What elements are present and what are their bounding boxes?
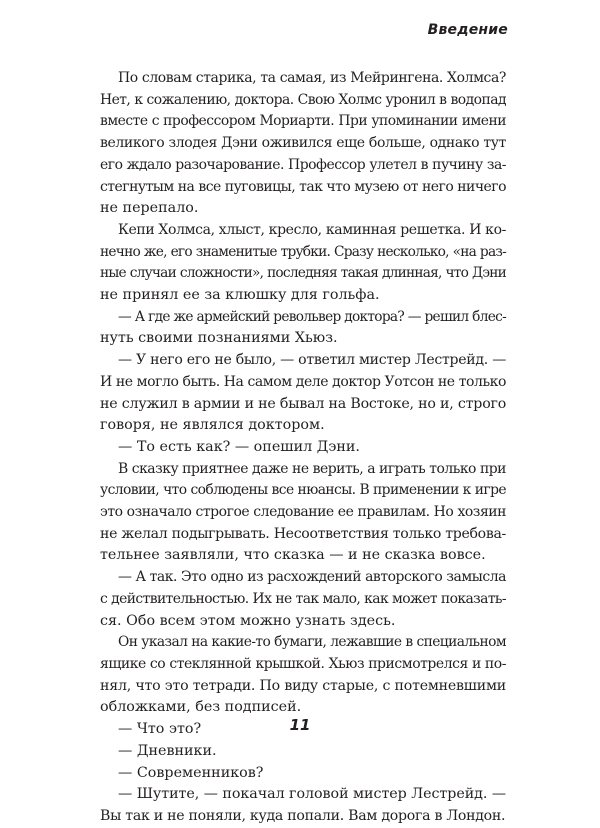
text-line: стегнутым на все пуговицы, так что музею от него ничего [100, 178, 506, 195]
text-line: — Что это? [118, 721, 202, 738]
text-line: Он указал на какие-то бумаги, лежавшие в специальном [118, 634, 506, 651]
text-line: обложками, без подписей. [100, 699, 302, 716]
text-line: ся. Обо всем этом можно узнать здесь. [100, 612, 396, 629]
text-line: великого злодея Дэни оживился еще больше, однако тут [100, 135, 506, 152]
text-line: с действительностью. Их не так мало, как может показать- [100, 590, 506, 607]
paragraph [100, 68, 506, 220]
text-line: нуть своими познаниями Хьюз. [100, 330, 338, 347]
text-line: не принял ее за клюшку для гольфа. [100, 287, 380, 304]
text-line: нечно же, его знаменитые трубки. Сразу несколько, «на раз- [100, 243, 506, 260]
paragraph [100, 437, 506, 459]
text-line: — То есть как? — опешил Дэни. [118, 438, 360, 455]
text-line: По словам старика, та самая, из Мейрингена. Холмса? [118, 70, 506, 86]
text-line: — Современников? [118, 764, 264, 781]
paragraph [100, 459, 506, 568]
text-line: нял, что это тетради. По виду старые, с потемневшими [100, 677, 506, 694]
text-line: — Дневники. [118, 742, 217, 759]
text-line: ящике со стеклянной крышкой. Хьюз присмотрелся и по- [100, 655, 506, 672]
text-line: — А где же армейский револьвер доктора? — решил блес- [118, 308, 506, 325]
text-line: говоря, не являлся доктором. [100, 417, 325, 434]
body-text [100, 68, 506, 828]
text-line: Вы так и не поняли, куда попали. Вам дорога в Лондон. [100, 807, 506, 824]
text-line: И не могло быть. На самом деле доктор Уотсон не только [100, 373, 506, 390]
text-line: вместе с профессором Мориарти. При упоминании имени [100, 113, 506, 130]
paragraph [100, 784, 506, 827]
paragraph [100, 350, 506, 437]
text-line: Нет, к сожалению, доктора. Свою Холмс уронил в водопад [100, 91, 506, 108]
text-line: — У него его не было, — ответил мистер Лестрейд. — [118, 352, 506, 369]
running-header: Введение [427, 22, 508, 38]
text-line: не служил в армии и не бывал на Востоке, но и, строго [100, 395, 507, 412]
text-line: — А так. Это одно из расхождений авторского замысла [118, 569, 506, 586]
text-line: Кепи Холмса, хлыст, кресло, каминная решетка. И ко- [118, 221, 506, 238]
text-line: тельнее заявляли, что сказка — и не сказка вовсе. [100, 547, 486, 564]
paragraph [100, 741, 506, 763]
paragraph [100, 220, 506, 307]
paragraph [100, 307, 506, 350]
paragraph [100, 632, 506, 719]
paragraph [100, 567, 506, 632]
paragraph [100, 763, 506, 785]
text-line: В сказку приятнее даже не верить, а играть только при [118, 460, 506, 477]
text-line: условии, что соблюдены все нюансы. В применении к игре [100, 482, 506, 499]
text-line: не перепало. [100, 200, 199, 217]
text-line: это означало строгое следование ее правилам. Но хозяин [100, 504, 506, 521]
text-line: — Шутите, — покачал головой мистер Лестрейд. — [118, 786, 507, 803]
page-number: 11 [289, 716, 311, 734]
text-line: ные случаи сложности», последняя такая длинная, что Дэни [100, 265, 506, 282]
text-line: его ждало разочарование. Профессор улетел в пучину за- [100, 156, 506, 173]
text-line: не желал подыгрывать. Несоответствия только требова- [100, 525, 506, 542]
